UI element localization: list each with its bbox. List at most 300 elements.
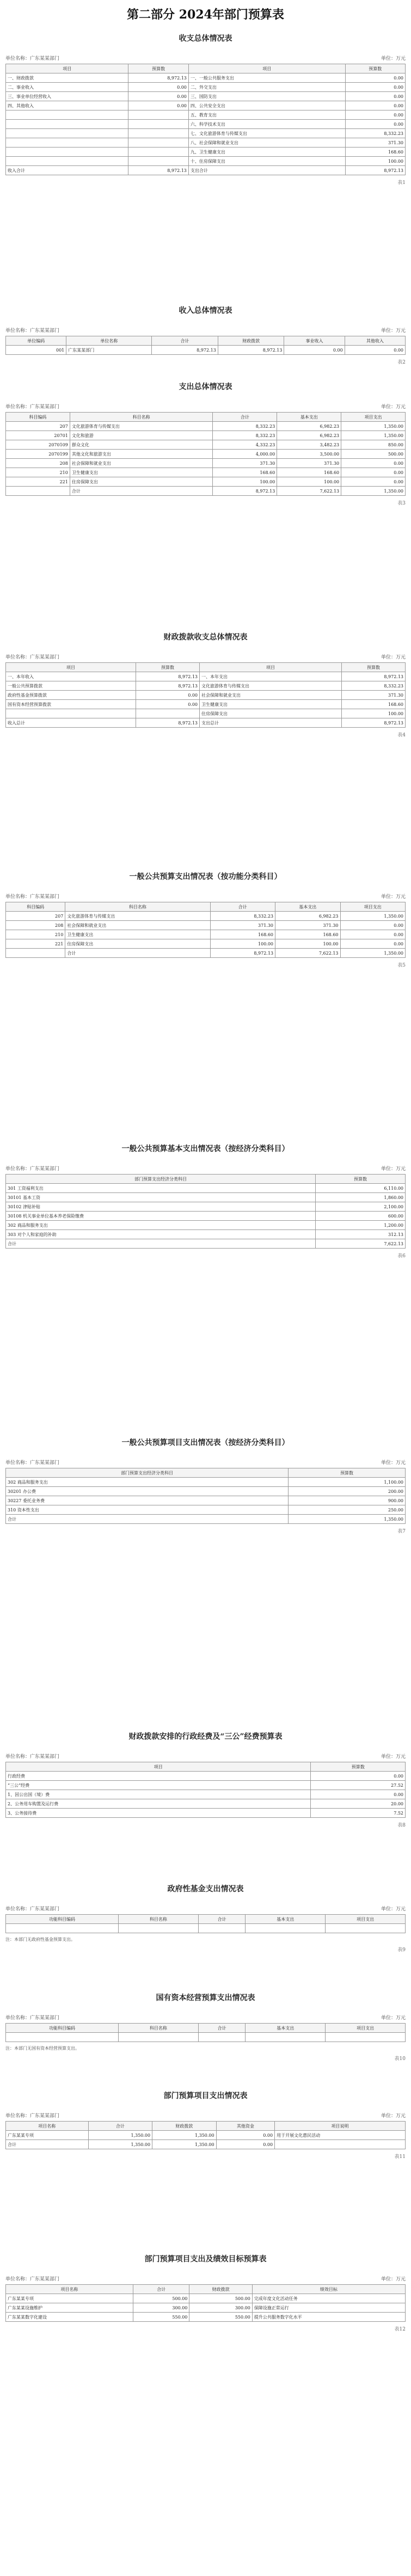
table-cell: 一般公共预算拨款 — [6, 681, 136, 691]
table-cell: 371.30 — [213, 459, 277, 468]
table-cell: 1,350.00 — [341, 487, 406, 496]
column-header: 项目支出 — [326, 2024, 406, 2033]
table-row — [6, 700, 406, 709]
section-meta — [5, 2014, 406, 2021]
table-row — [6, 2313, 406, 2322]
table-note: 注：本部门无政府性基金预算支出。 — [5, 1937, 75, 1942]
table-cell: 0.00 — [341, 468, 406, 477]
table-row — [6, 2033, 406, 2042]
table-cell: 168.60 — [275, 930, 340, 939]
table-cell: 4,332.23 — [213, 440, 277, 450]
table-cell: 二、事业收入 — [6, 83, 128, 92]
table-cell: 100.00 — [210, 939, 275, 949]
table-cell: 八、社会保障和就业支出 — [188, 138, 345, 147]
table-cell: 100.00 — [277, 477, 341, 487]
table-header-row — [6, 2122, 406, 2131]
table-cell: 六、科学技术支出 — [188, 120, 345, 129]
table-cell: 1,100.00 — [289, 1478, 406, 1487]
table-cell: 完成年度文化活动任务 — [252, 2294, 405, 2303]
section-meta — [5, 893, 406, 900]
table-cell — [6, 487, 70, 496]
table-cell: 8,332.23 — [345, 129, 405, 138]
section-title: 收入总体情况表 — [179, 306, 232, 315]
table-cell — [128, 120, 188, 129]
table-cell: 168.60 — [210, 930, 275, 939]
table-cell: 社会保障和就业支出 — [200, 691, 342, 700]
section-s5 — [5, 871, 406, 968]
section-title: 财政拨款安排的行政经费及“三公”经费预算表 — [128, 1732, 283, 1741]
table-cell: 提升公共服务数字化水平 — [252, 2313, 405, 2322]
table-row — [6, 83, 406, 92]
column-header: 预算数 — [136, 663, 199, 672]
table-cell: 行政经费 — [6, 1772, 311, 1781]
section-title: 一般公共预算基本支出情况表（按经济分类科目） — [121, 1145, 290, 1153]
section-s6 — [5, 1143, 406, 1259]
table-cell — [136, 709, 199, 718]
unit-name: 单位名称：广东某某部门 — [5, 655, 60, 660]
column-header: 项目支出 — [326, 1915, 406, 1924]
table-cell — [6, 949, 65, 958]
table-cell: 550.00 — [189, 2313, 252, 2322]
table-cell: 2,100.00 — [316, 1202, 406, 1212]
table-cell: 广东某某部门 — [66, 346, 152, 355]
table-cell: “三公”经费 — [6, 1781, 311, 1790]
table-row — [6, 1781, 406, 1790]
table-cell: 8,972.13 — [136, 681, 199, 691]
table-cell: 卫生健康支出 — [200, 700, 342, 709]
table-cell: 8,972.13 — [345, 166, 405, 175]
section-title: 财政拨款收支总体情况表 — [163, 633, 248, 642]
column-header: 项目支出 — [341, 413, 406, 422]
column-header: 项目名称 — [6, 2285, 133, 2294]
table-cell: 0.00 — [345, 83, 405, 92]
table-cell: 1,350.00 — [88, 2131, 152, 2140]
table-cell: 0.00 — [340, 921, 406, 930]
section-s10 — [5, 1992, 406, 2062]
table-cell: 政府性基金预算拨款 — [6, 691, 136, 700]
table-cell — [275, 2140, 406, 2149]
table-cell: 住房保障支出 — [200, 709, 342, 718]
table-cell — [326, 1924, 406, 1933]
unit-name: 单位名称：广东某某部门 — [5, 2113, 60, 2119]
column-header: 基本支出 — [246, 2024, 326, 2033]
section-title: 收支总体情况表 — [179, 34, 232, 43]
table-cell: 303 对个人和家庭的补助 — [6, 1230, 316, 1239]
table-cell: 300.00 — [133, 2303, 189, 2313]
table-cell — [246, 2033, 326, 2042]
table-cell: 0.00 — [128, 101, 188, 110]
table-cell: 卫生健康支出 — [70, 468, 213, 477]
table-cell: 1,350.00 — [289, 1515, 406, 1524]
table-row — [6, 73, 406, 83]
table-row — [6, 1790, 406, 1799]
table-header-row — [6, 413, 406, 422]
table-cell: 6,982.23 — [277, 422, 341, 431]
table-cell: 30102 津贴补贴 — [6, 1202, 316, 1212]
table-cell: 7,622.13 — [275, 949, 340, 958]
column-header: 项目 — [6, 64, 128, 73]
column-header: 科目编码 — [6, 902, 65, 912]
column-header: 合计 — [152, 336, 218, 346]
table-header-row — [6, 1762, 406, 1772]
table-cell: 30101 基本工资 — [6, 1193, 316, 1202]
section-s1 — [5, 33, 406, 186]
unit-measure: 单位：万元 — [381, 2277, 406, 2282]
table-cell: 8,972.13 — [128, 73, 188, 83]
table-cell: 500.00 — [189, 2294, 252, 2303]
table-cell: 国有资本经营预算拨款 — [6, 700, 136, 709]
column-header: 绩效目标 — [252, 2285, 405, 2294]
column-header: 财政拨款 — [152, 2122, 217, 2131]
table-header-row — [6, 1915, 406, 1924]
table-header-row — [6, 2024, 406, 2033]
table-cell — [198, 1924, 246, 1933]
table-number: 表8 — [397, 1823, 406, 1828]
table-cell: 0.00 — [340, 939, 406, 949]
section-meta — [5, 1459, 406, 1466]
table-cell: 200.00 — [289, 1487, 406, 1496]
column-header: 合计 — [133, 2285, 189, 2294]
table-cell: 371.30 — [341, 691, 405, 700]
table-cell: 100.00 — [213, 477, 277, 487]
column-header: 单位名称 — [66, 336, 152, 346]
unit-measure: 单位：万元 — [381, 1907, 406, 1912]
table-row — [6, 157, 406, 166]
table-cell: 8,332.23 — [341, 681, 405, 691]
table-cell: 3,500.00 — [277, 450, 341, 459]
section-s4 — [5, 631, 406, 738]
section-s8 — [5, 1731, 406, 1828]
table-row — [6, 120, 406, 129]
table-cell: 1,350.00 — [340, 912, 406, 921]
table-cell: 302 商品和服务支出 — [6, 1221, 316, 1230]
table-cell: 208 — [6, 921, 65, 930]
table-row — [6, 487, 406, 496]
budget-table — [5, 902, 406, 958]
table-cell: 收入合计 — [6, 166, 128, 175]
table-row — [6, 450, 406, 459]
table-cell: 0.00 — [341, 477, 406, 487]
table-cell: 100.00 — [341, 709, 405, 718]
table-cell: 371.30 — [210, 921, 275, 930]
unit-measure: 单位：万元 — [381, 1166, 406, 1172]
budget-table — [5, 1174, 406, 1249]
table-cell: 十、住房保障支出 — [188, 157, 345, 166]
table-row — [6, 2294, 406, 2303]
table-cell: 0.00 — [128, 83, 188, 92]
table-cell: 一、本年收入 — [6, 672, 136, 681]
unit-measure: 单位：万元 — [381, 2015, 406, 2021]
table-row — [6, 1193, 406, 1202]
table-cell: 100.00 — [345, 157, 405, 166]
table-cell: 广东某某数字化建设 — [6, 2313, 133, 2322]
table-cell: 文化旅游体育与传媒支出 — [65, 912, 210, 921]
table-cell: 收入总计 — [6, 718, 136, 728]
column-header: 基本支出 — [275, 902, 340, 912]
table-row — [6, 101, 406, 110]
table-cell: 20.00 — [311, 1799, 406, 1809]
table-cell: 0.00 — [345, 92, 405, 101]
column-header: 科目编码 — [6, 413, 70, 422]
unit-name: 单位名称：广东某某部门 — [5, 1166, 60, 1172]
column-header: 预算数 — [289, 1468, 406, 1478]
table-cell: 168.60 — [341, 700, 405, 709]
column-header: 功能科目编码 — [6, 2024, 119, 2033]
table-cell: 600.00 — [316, 1212, 406, 1221]
column-header: 项目说明 — [275, 2122, 406, 2131]
table-header-row — [6, 64, 406, 73]
table-row — [6, 1212, 406, 1221]
table-cell: 0.00 — [284, 346, 345, 355]
section-meta — [5, 54, 406, 62]
table-number: 表7 — [397, 1529, 406, 1534]
table-row — [6, 718, 406, 728]
table-row — [6, 912, 406, 921]
table-row — [6, 949, 406, 958]
unit-measure: 单位：万元 — [381, 2113, 406, 2119]
budget-table — [5, 2284, 406, 2322]
column-header: 合计 — [210, 902, 275, 912]
table-cell: 207 — [6, 422, 70, 431]
table-header-row — [6, 1468, 406, 1478]
table-cell: 七、文化旅游体育与传媒支出 — [188, 129, 345, 138]
table-cell: 500.00 — [341, 450, 406, 459]
unit-name: 单位名称：广东某某部门 — [5, 1460, 60, 1466]
table-cell: 社会保障和就业支出 — [65, 921, 210, 930]
column-header: 财政拨款 — [218, 336, 284, 346]
table-cell: 301 工资福利支出 — [6, 1184, 316, 1193]
table-cell: 0.00 — [136, 700, 199, 709]
table-cell: 1,200.00 — [316, 1221, 406, 1230]
table-row — [6, 422, 406, 431]
table-cell: 371.30 — [275, 921, 340, 930]
table-cell: 1,350.00 — [341, 431, 406, 440]
table-cell — [6, 129, 128, 138]
budget-table — [5, 662, 406, 728]
table-cell: 302 商品和服务支出 — [6, 1478, 289, 1487]
section-s12 — [5, 2253, 406, 2332]
table-cell: 8,972.13 — [136, 718, 199, 728]
table-cell: 四、公共安全支出 — [188, 101, 345, 110]
table-cell — [6, 1924, 119, 1933]
table-cell: 1、因公出国（境）费 — [6, 1790, 311, 1799]
table-row — [6, 1772, 406, 1781]
table-number: 表5 — [397, 963, 406, 968]
table-cell: 文化和旅游 — [70, 431, 213, 440]
column-header: 基本支出 — [277, 413, 341, 422]
table-number: 表11 — [394, 2154, 406, 2160]
table-cell — [6, 709, 136, 718]
table-number: 表9 — [397, 1947, 406, 1953]
table-row — [6, 1478, 406, 1487]
table-cell: 221 — [6, 939, 65, 949]
table-cell: 0.00 — [216, 2140, 275, 2149]
column-header: 其他资金 — [216, 2122, 275, 2131]
table-row — [6, 1505, 406, 1515]
table-cell: 支出合计 — [188, 166, 345, 175]
table-cell: 6,982.23 — [275, 912, 340, 921]
table-cell: 4,000.00 — [213, 450, 277, 459]
table-cell — [128, 129, 188, 138]
budget-table — [5, 2023, 406, 2042]
table-header-row — [6, 902, 406, 912]
table-cell: 221 — [6, 477, 70, 487]
table-cell: 8,332.23 — [210, 912, 275, 921]
column-header: 项目 — [188, 64, 345, 73]
table-cell: 7.52 — [311, 1809, 406, 1818]
table-cell: 三、国防支出 — [188, 92, 345, 101]
column-header: 预算数 — [341, 663, 405, 672]
unit-name: 单位名称：广东某某部门 — [5, 894, 60, 900]
column-header: 科目名称 — [119, 2024, 199, 2033]
section-s7 — [5, 1437, 406, 1534]
table-cell — [6, 2033, 119, 2042]
table-cell: 卫生健康支出 — [65, 930, 210, 939]
table-cell: 8,332.23 — [213, 431, 277, 440]
section-meta — [5, 2112, 406, 2119]
table-cell: 合计 — [6, 1239, 316, 1249]
table-row — [6, 1496, 406, 1505]
table-number: 表1 — [397, 180, 406, 186]
table-cell: 合计 — [70, 487, 213, 496]
table-cell: 3,482.23 — [277, 440, 341, 450]
table-cell: 27.52 — [311, 1781, 406, 1790]
column-header: 项目 — [6, 663, 136, 672]
table-cell: 8,332.23 — [213, 422, 277, 431]
section-meta — [5, 403, 406, 410]
table-cell — [6, 147, 128, 157]
table-cell: 支出总计 — [200, 718, 342, 728]
unit-measure: 单位：万元 — [381, 1754, 406, 1760]
table-header-row — [6, 2285, 406, 2294]
table-row — [6, 1184, 406, 1193]
table-cell: 合计 — [65, 949, 210, 958]
section-meta — [5, 327, 406, 334]
table-row — [6, 1924, 406, 1933]
table-cell: 0.00 — [216, 2131, 275, 2140]
table-cell: 8,972.13 — [136, 672, 199, 681]
table-number: 表10 — [394, 2056, 406, 2062]
table-cell: 2070109 — [6, 440, 70, 450]
table-header-row — [6, 663, 406, 672]
table-number: 表2 — [397, 360, 406, 365]
table-cell: 住房保障支出 — [65, 939, 210, 949]
table-cell: 0.00 — [345, 346, 405, 355]
table-cell: 8,972.13 — [152, 346, 218, 355]
table-cell — [6, 120, 128, 129]
unit-measure: 单位：万元 — [381, 1460, 406, 1466]
unit-measure: 单位：万元 — [381, 655, 406, 660]
table-row — [6, 709, 406, 718]
table-cell: 6,982.23 — [277, 431, 341, 440]
table-cell: 3、公务接待费 — [6, 1809, 311, 1818]
table-cell: 8,972.13 — [210, 949, 275, 958]
table-cell: 0.00 — [136, 691, 199, 700]
column-header: 合计 — [198, 1915, 246, 1924]
section-meta — [5, 1753, 406, 1760]
table-cell: 900.00 — [289, 1496, 406, 1505]
unit-name: 单位名称：广东某某部门 — [5, 328, 60, 334]
table-header-row — [6, 336, 406, 346]
table-cell: 371.30 — [277, 459, 341, 468]
table-row — [6, 147, 406, 157]
column-header: 合计 — [198, 2024, 246, 2033]
table-cell: 8,972.13 — [128, 166, 188, 175]
table-row — [6, 346, 406, 355]
table-cell: 社会保障和就业支出 — [70, 459, 213, 468]
section-title: 国有资本经营预算支出情况表 — [156, 1994, 255, 2002]
table-cell: 100.00 — [275, 939, 340, 949]
table-row — [6, 138, 406, 147]
table-cell: 0.00 — [311, 1772, 406, 1781]
table-cell: 0.00 — [345, 110, 405, 120]
table-cell: 0.00 — [345, 101, 405, 110]
table-cell: 文化旅游体育与传媒支出 — [70, 422, 213, 431]
column-header: 基本支出 — [246, 1915, 326, 1924]
table-cell: 合计 — [6, 2140, 89, 2149]
table-row — [6, 110, 406, 120]
table-cell: 208 — [6, 459, 70, 468]
section-title: 部门预算项目支出及绩效目标预算表 — [144, 2255, 267, 2264]
table-cell: 群众文化 — [70, 440, 213, 450]
table-cell: 550.00 — [133, 2313, 189, 2322]
table-cell — [128, 147, 188, 157]
section-title: 一般公共预算项目支出情况表（按经济分类科目） — [121, 1438, 290, 1447]
section-s2 — [5, 305, 406, 365]
budget-table — [5, 1762, 406, 1818]
table-row — [6, 681, 406, 691]
column-header: 科目名称 — [65, 902, 210, 912]
table-cell: 20701 — [6, 431, 70, 440]
table-cell: 8,972.13 — [341, 672, 405, 681]
table-cell — [128, 157, 188, 166]
table-cell: 0.00 — [128, 92, 188, 101]
unit-name: 单位名称：广东某某部门 — [5, 2277, 60, 2282]
section-meta — [5, 2275, 406, 2282]
budget-table — [5, 1468, 406, 1524]
budget-table — [5, 2121, 406, 2149]
table-row — [6, 1809, 406, 1818]
table-cell: 二、外交支出 — [188, 83, 345, 92]
budget-table — [5, 336, 406, 355]
column-header: 预算数 — [345, 64, 405, 73]
table-cell — [6, 138, 128, 147]
table-cell: 0.00 — [345, 120, 405, 129]
table-row — [6, 921, 406, 930]
table-cell: 1,350.00 — [152, 2140, 217, 2149]
table-cell: 210 — [6, 468, 70, 477]
table-cell: 九、卫生健康支出 — [188, 147, 345, 157]
column-header: 财政拨款 — [189, 2285, 252, 2294]
column-header: 功能科目编码 — [6, 1915, 119, 1924]
table-cell: 一、本年支出 — [200, 672, 342, 681]
table-cell: 8,972.13 — [218, 346, 284, 355]
table-cell: 四、其他收入 — [6, 101, 128, 110]
table-cell — [119, 1924, 199, 1933]
table-cell: 2070199 — [6, 450, 70, 459]
column-header: 部门预算支出经济分类科目 — [6, 1468, 289, 1478]
table-row — [6, 1799, 406, 1809]
table-number: 表4 — [397, 733, 406, 738]
table-cell: 合计 — [6, 1515, 289, 1524]
table-cell: 一、一般公共服务支出 — [188, 73, 345, 83]
column-header: 科目名称 — [119, 1915, 199, 1924]
table-row — [6, 939, 406, 949]
table-cell: 保障设施正常运行 — [252, 2303, 405, 2313]
table-cell: 五、教育支出 — [188, 110, 345, 120]
unit-measure: 单位：万元 — [381, 404, 406, 410]
table-cell: 文化旅游体育与传媒支出 — [200, 681, 342, 691]
